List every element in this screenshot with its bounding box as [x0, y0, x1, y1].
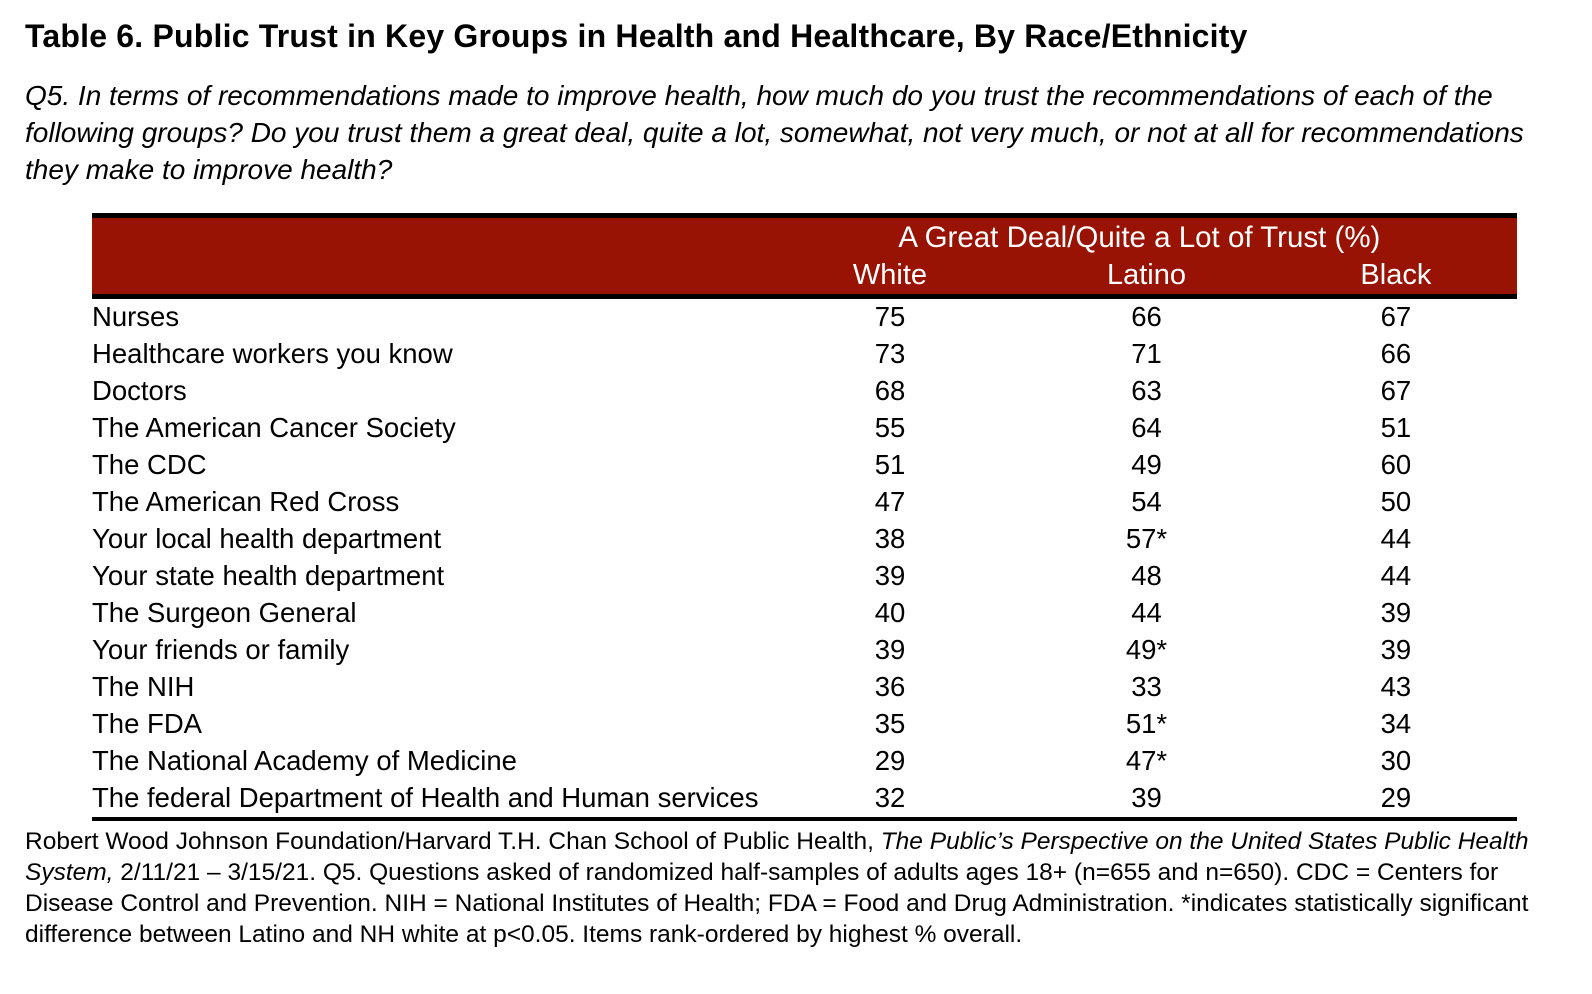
column-header-black: Black	[1275, 258, 1517, 297]
row-label: Doctors	[92, 374, 187, 406]
table-body	[92, 296, 1517, 819]
value-white: 32	[874, 782, 906, 813]
table-row	[92, 296, 1517, 336]
value-latino: 49*	[1125, 634, 1168, 665]
value-white: 29	[874, 745, 906, 776]
value-white: 35	[874, 708, 906, 739]
value-black: 67	[1380, 375, 1412, 406]
table-row	[92, 484, 1517, 521]
value-latino: 64	[1131, 412, 1162, 443]
value-black: 60	[1380, 449, 1412, 480]
table-row	[92, 410, 1517, 447]
table-row	[92, 743, 1517, 780]
table-row	[92, 780, 1517, 819]
value-white: 68	[874, 375, 906, 406]
row-label: Your local health department	[92, 522, 442, 554]
header-corner-cell	[92, 215, 762, 258]
column-header-white: White	[762, 258, 1019, 297]
row-label: Your state health department	[92, 559, 445, 591]
value-black: 29	[1380, 782, 1412, 813]
row-label: The American Red Cross	[92, 485, 400, 517]
value-latino: 63	[1131, 375, 1162, 406]
header-corner-cell	[92, 258, 762, 297]
table-title: Table 6. Public Trust in Key Groups in Health and Healthcare, By Race/Ethnicity	[25, 18, 1248, 54]
source-note	[25, 826, 1567, 950]
value-black: 44	[1380, 560, 1412, 591]
value-black: 34	[1380, 708, 1412, 739]
value-white: 75	[874, 301, 906, 332]
trust-table	[92, 213, 1517, 821]
table-row	[92, 336, 1517, 373]
header-columns-row	[92, 258, 1517, 297]
value-white: 73	[874, 338, 906, 369]
value-black: 51	[1380, 412, 1412, 443]
value-latino: 71	[1131, 338, 1162, 369]
value-black: 43	[1380, 671, 1412, 702]
row-label: Healthcare workers you know	[92, 337, 453, 369]
table-header	[92, 215, 1517, 296]
column-header-latino: Latino	[1018, 258, 1275, 297]
header-span-label: A Great Deal/Quite a Lot of Trust (%)	[762, 215, 1517, 258]
source-text: Robert Wood Johnson Foundation/Harvard T.H. Chan School of Public Health,	[25, 827, 881, 855]
row-label: Nurses	[92, 300, 180, 332]
header-span-row	[92, 215, 1517, 258]
table-row	[92, 373, 1517, 410]
value-white: 36	[874, 671, 906, 702]
value-black: 50	[1380, 486, 1412, 517]
value-black: 44	[1380, 523, 1412, 554]
value-latino: 49	[1131, 449, 1162, 480]
value-black: 39	[1380, 634, 1412, 665]
table-row	[92, 558, 1517, 595]
table-row	[92, 706, 1517, 743]
value-white: 47	[874, 486, 906, 517]
row-label: The FDA	[92, 707, 203, 739]
value-black: 66	[1380, 338, 1412, 369]
value-white: 55	[874, 412, 906, 443]
value-black: 39	[1380, 597, 1412, 628]
row-label: The CDC	[92, 448, 207, 480]
source-text: 2/11/21 – 3/15/21. Q5. Questions asked of randomized half-samples of adults ages 18+ (n=655 and n=650). CDC = Centers for Disease Control and Prevention. NIH = National Institutes of Health; FDA = Food and Drug Administration. *indicates statistically significant difference between Latino and NH white at p<0.05. Items rank-ordered by highest % overall.	[25, 858, 1529, 948]
value-latino: 48	[1131, 560, 1162, 591]
row-label: The federal Department of Health and Human services	[92, 781, 759, 813]
row-label: Your friends or family	[92, 633, 350, 665]
survey-question: Q5. In terms of recommendations made to improve health, how much do you trust the recommendations of each of the following groups? Do you trust them a great deal, quite a lot, somewhat, not very much, or not at all for recommendations they make to improve health?	[25, 79, 1524, 186]
row-label: The Surgeon General	[92, 596, 357, 628]
row-label: The NIH	[92, 670, 195, 702]
value-white: 39	[874, 634, 906, 665]
value-latino: 47*	[1125, 745, 1168, 776]
value-white: 40	[874, 597, 906, 628]
row-label: The American Cancer Society	[92, 411, 456, 443]
table-row	[92, 632, 1517, 669]
value-white: 51	[874, 449, 906, 480]
value-black: 30	[1380, 745, 1412, 776]
value-black: 67	[1380, 301, 1412, 332]
table-row	[92, 447, 1517, 484]
value-latino: 44	[1131, 597, 1162, 628]
row-label: The National Academy of Medicine	[92, 744, 517, 776]
table-row	[92, 521, 1517, 558]
table-row	[92, 595, 1517, 632]
value-latino: 57*	[1125, 523, 1168, 554]
value-latino: 66	[1131, 301, 1162, 332]
value-latino: 54	[1131, 486, 1162, 517]
value-white: 39	[874, 560, 906, 591]
value-latino: 51*	[1125, 708, 1168, 739]
table-row	[92, 669, 1517, 706]
value-white: 38	[874, 523, 906, 554]
value-latino: 33	[1131, 671, 1162, 702]
source-title-italic: The Public’s Perspective on the United States Public Health System,	[25, 827, 1529, 886]
value-latino: 39	[1131, 782, 1162, 813]
